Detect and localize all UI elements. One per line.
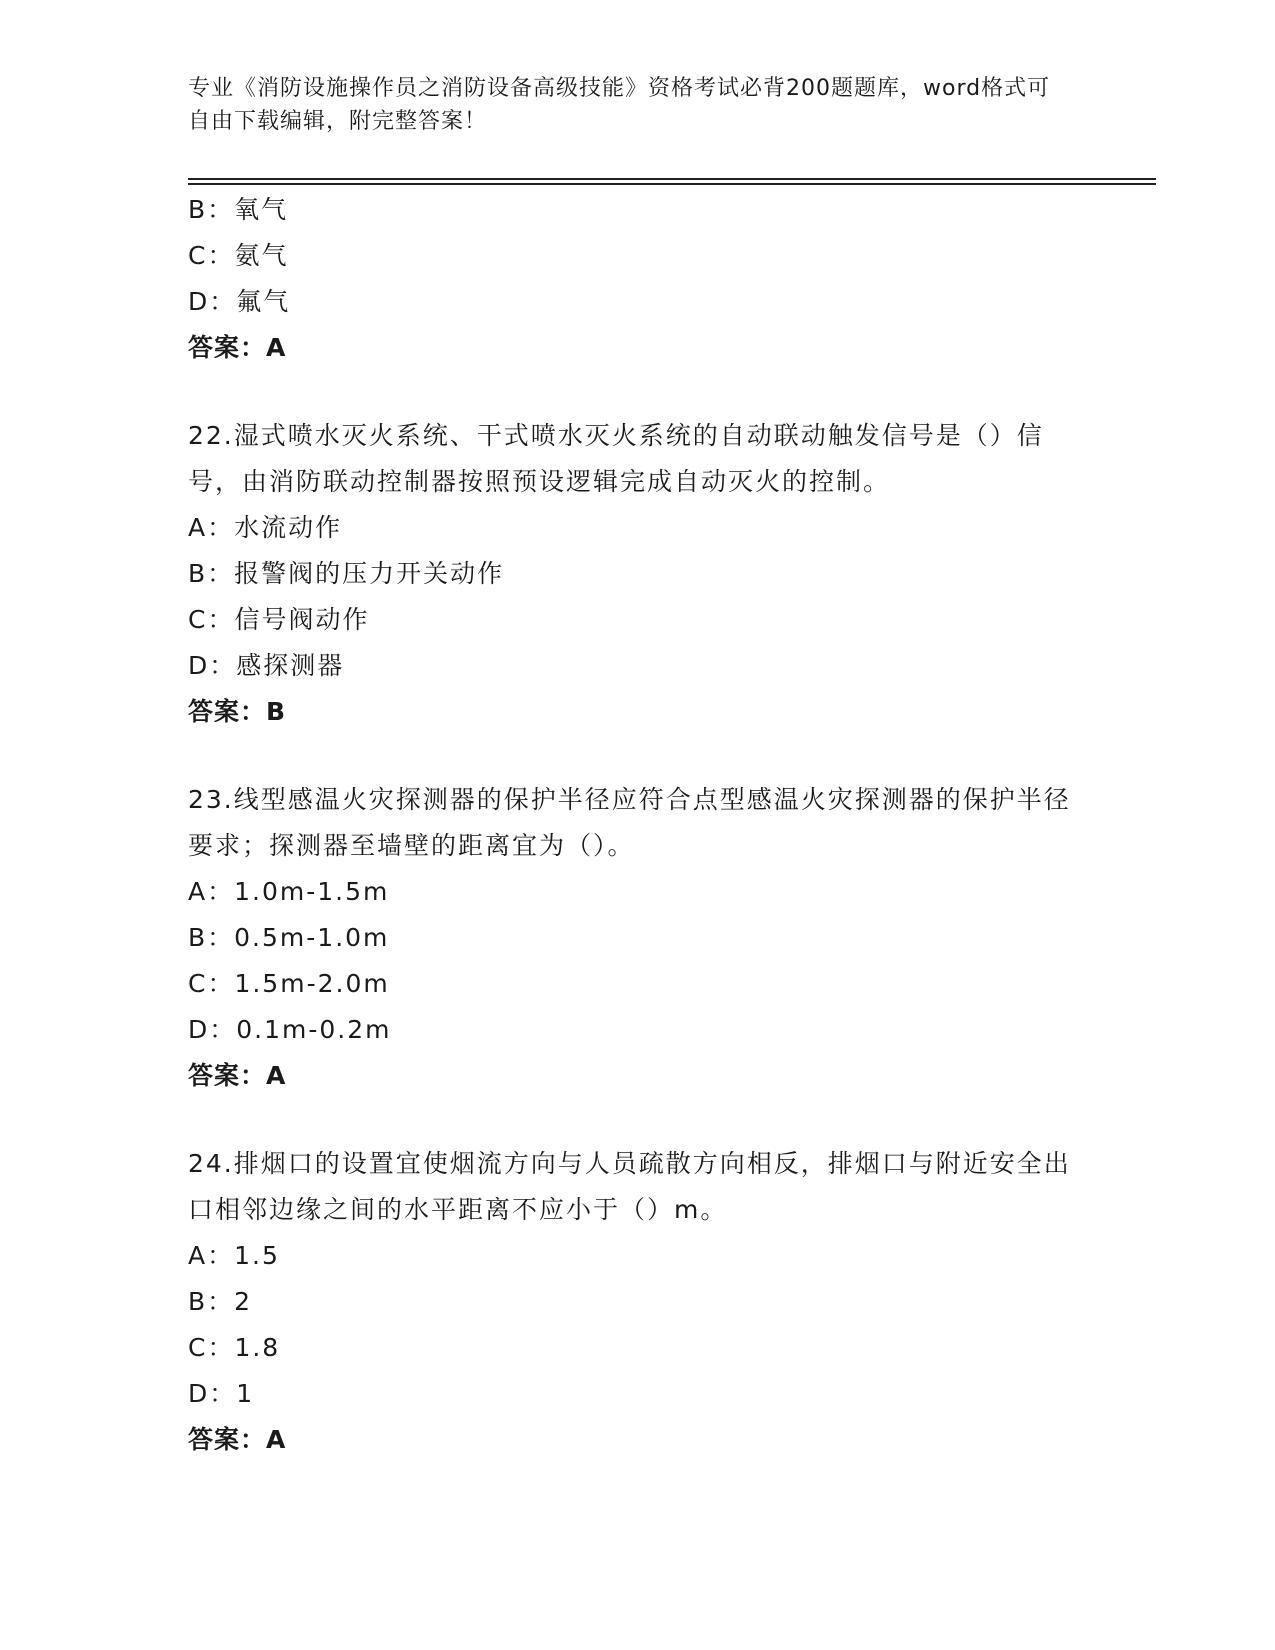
option-c: C：1.8 [188, 1333, 281, 1362]
option-b: B：氧气 [188, 195, 289, 224]
option-d: D：0.1m-0.2m [188, 1015, 392, 1044]
option-c: C：1.5m-2.0m [188, 969, 390, 998]
option-b: B：2 [188, 1287, 253, 1316]
header-divider-bottom [188, 183, 1156, 185]
option-d: D：感探测器 [188, 651, 345, 680]
option-a: A：1.0m-1.5m [188, 877, 390, 906]
option-c: C：氨气 [188, 241, 289, 270]
question-stem: 24.排烟口的设置宜使烟流方向与人员疏散方向相反，排烟口与附近安全出口相邻边缘之间的水平距离不应小于（）m。 [188, 1149, 1071, 1224]
question-stem: 23.线型感温火灾探测器的保护半径应符合点型感温火灾探测器的保护半径要求；探测器至墙壁的距离宜为（）。 [188, 785, 1071, 860]
option-b: B：0.5m-1.0m [188, 923, 390, 952]
partial-question [188, 187, 1088, 371]
option-a: A：水流动作 [188, 513, 343, 542]
answer: 答案：A [188, 1061, 287, 1090]
option-d: D：1 [188, 1379, 255, 1408]
answer: 答案：B [188, 697, 287, 726]
answer: 答案：A [188, 1425, 287, 1454]
question-24 [188, 1141, 1088, 1463]
option-b: B：报警阀的压力开关动作 [188, 559, 505, 588]
option-d: D：氟气 [188, 287, 291, 316]
question-stem: 22.湿式喷水灭火系统、干式喷水灭火系统的自动联动触发信号是（）信号，由消防联动控制器按照预设逻辑完成自动灭火的控制。 [188, 421, 1044, 496]
document-header: 专业《消防设施操作员之消防设备高级技能》资格考试必背200题题库，word格式可自由下载编辑，附完整答案！ [188, 76, 1051, 134]
question-22 [188, 413, 1088, 735]
answer: 答案：A [188, 333, 287, 362]
question-23 [188, 777, 1088, 1099]
header-divider-top [188, 178, 1156, 180]
question-content [188, 187, 1088, 1463]
option-a: A：1.5 [188, 1241, 280, 1270]
option-c: C：信号阀动作 [188, 605, 370, 634]
